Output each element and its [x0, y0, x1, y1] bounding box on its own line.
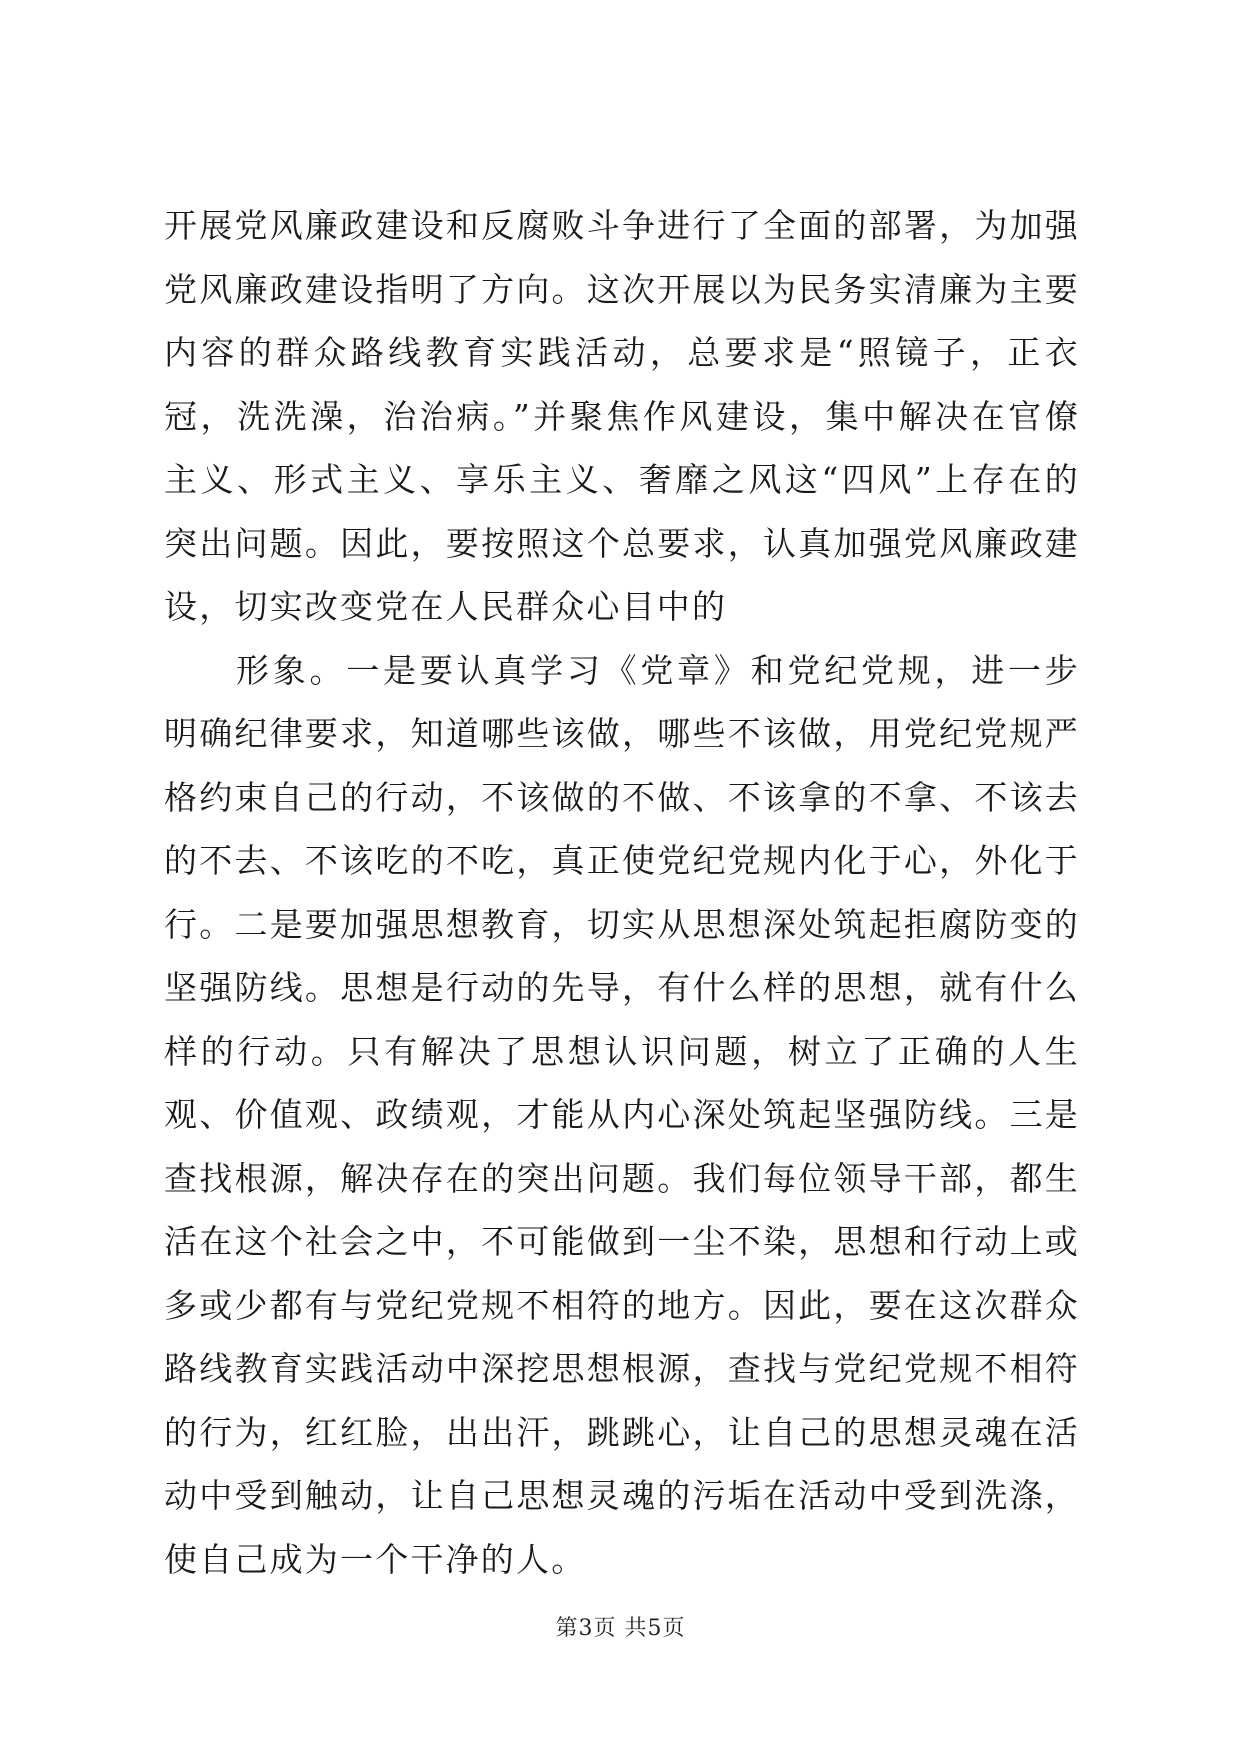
paragraph-main: 形象。一是要认真学习《党章》和党纪党规，进一步明确纪律要求，知道哪些该做，哪些不该做，用党纪党规严格约束自己的行动，不该做的不做、不该拿的不拿、不该去的不去、不该吃的不吃，真正使党纪党规内化于心，外化于行。二是要加强思想教育，切实从思想深处筑起拒腐防变的坚强防线。思想是行动的先导，有什么样的思想，就有什么样的行动。只有解决了思想认识问题，树立了正确的人生观、价值观、政绩观，才能从内心深处筑起坚强防线。三是查找根源，解决存在的突出问题。我们每位领导干部，都生活在这个社会之中，不可能做到一尘不染，思想和行动上或多或少都有与党纪党规不相符的地方。因此，要在这次群众路线教育实践活动中深挖思想根源，查找与党纪党规不相符的行为，红红脸，出出汗，跳跳心，让自己的思想灵魂在活动中受到触动，让自己思想灵魂的污垢在活动中受到洗涤，使自己成为一个干净的人。: [164, 650, 1080, 1579]
paragraph-continuation: 开展党风廉政建设和反腐败斗争进行了全面的部署，为加强党风廉政建设指明了方向。这次开展以为民务实清廉为主要内容的群众路线教育实践活动，总要求是“照镜子，正衣冠，洗洗澡，治治病。”并聚焦作风建设，集中解决在官僚主义、形式主义、享乐主义、奢靡之风这“四风”上存在的突出问题。因此，要按照这个总要求，认真加强党风廉政建设，切实改变党在人民群众心目中的: [164, 206, 1080, 626]
page-footer: 第3页 共5页: [555, 1616, 686, 1641]
document-body: [164, 194, 1080, 1591]
